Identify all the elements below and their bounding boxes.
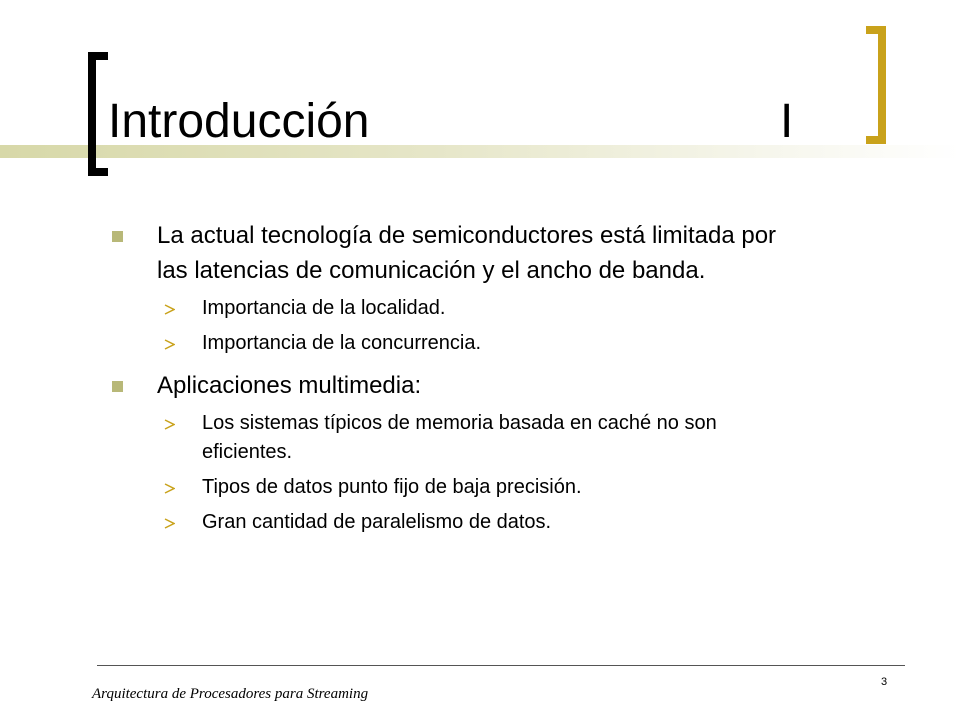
sub-bullet-item (112, 329, 812, 358)
sub-bullet-text: Gran cantidad de paralelismo de datos. (202, 511, 552, 533)
sub-bullet-item (112, 508, 812, 537)
right-bracket-decoration (866, 26, 886, 144)
footer-divider (97, 665, 905, 666)
hollow-diamond-bullet-icon (164, 518, 175, 529)
slide-title-suffix: I (780, 95, 794, 148)
sub-bullet-item (112, 294, 812, 323)
slide-title-text: Introducción (108, 95, 370, 148)
sub-bullet-text: Los sistemas típicos de memoria basada en caché no son eficientes. (202, 412, 717, 463)
bullet-text: Aplicaciones multimedia: (157, 372, 422, 399)
left-bracket-decoration (88, 52, 108, 176)
hollow-diamond-bullet-icon (164, 483, 175, 494)
sub-bullet-item (112, 473, 812, 502)
page-number: 3 (881, 676, 888, 688)
square-bullet-icon (112, 381, 123, 392)
sub-bullet-text: Tipos de datos punto fijo de baja precisión. (202, 476, 582, 498)
bullet-item-technology (112, 218, 812, 288)
bullet-text: La actual tecnología de semiconductores está limitada por las latencias de comunicación y el ancho de banda. (157, 222, 777, 284)
hollow-diamond-bullet-icon (164, 419, 175, 430)
sub-bullet-text: Importancia de la localidad. (202, 297, 446, 319)
footer-text: Arquitectura de Procesadores para Streaming (92, 686, 369, 702)
sub-bullet-text: Importancia de la concurrencia. (202, 332, 482, 354)
square-bullet-icon (112, 231, 123, 242)
sub-bullet-item (112, 409, 812, 467)
slide-title (108, 92, 808, 152)
hollow-diamond-bullet-icon (164, 339, 175, 350)
bullet-item-multimedia (112, 368, 812, 403)
hollow-diamond-bullet-icon (164, 304, 175, 315)
slide-content (112, 218, 812, 537)
